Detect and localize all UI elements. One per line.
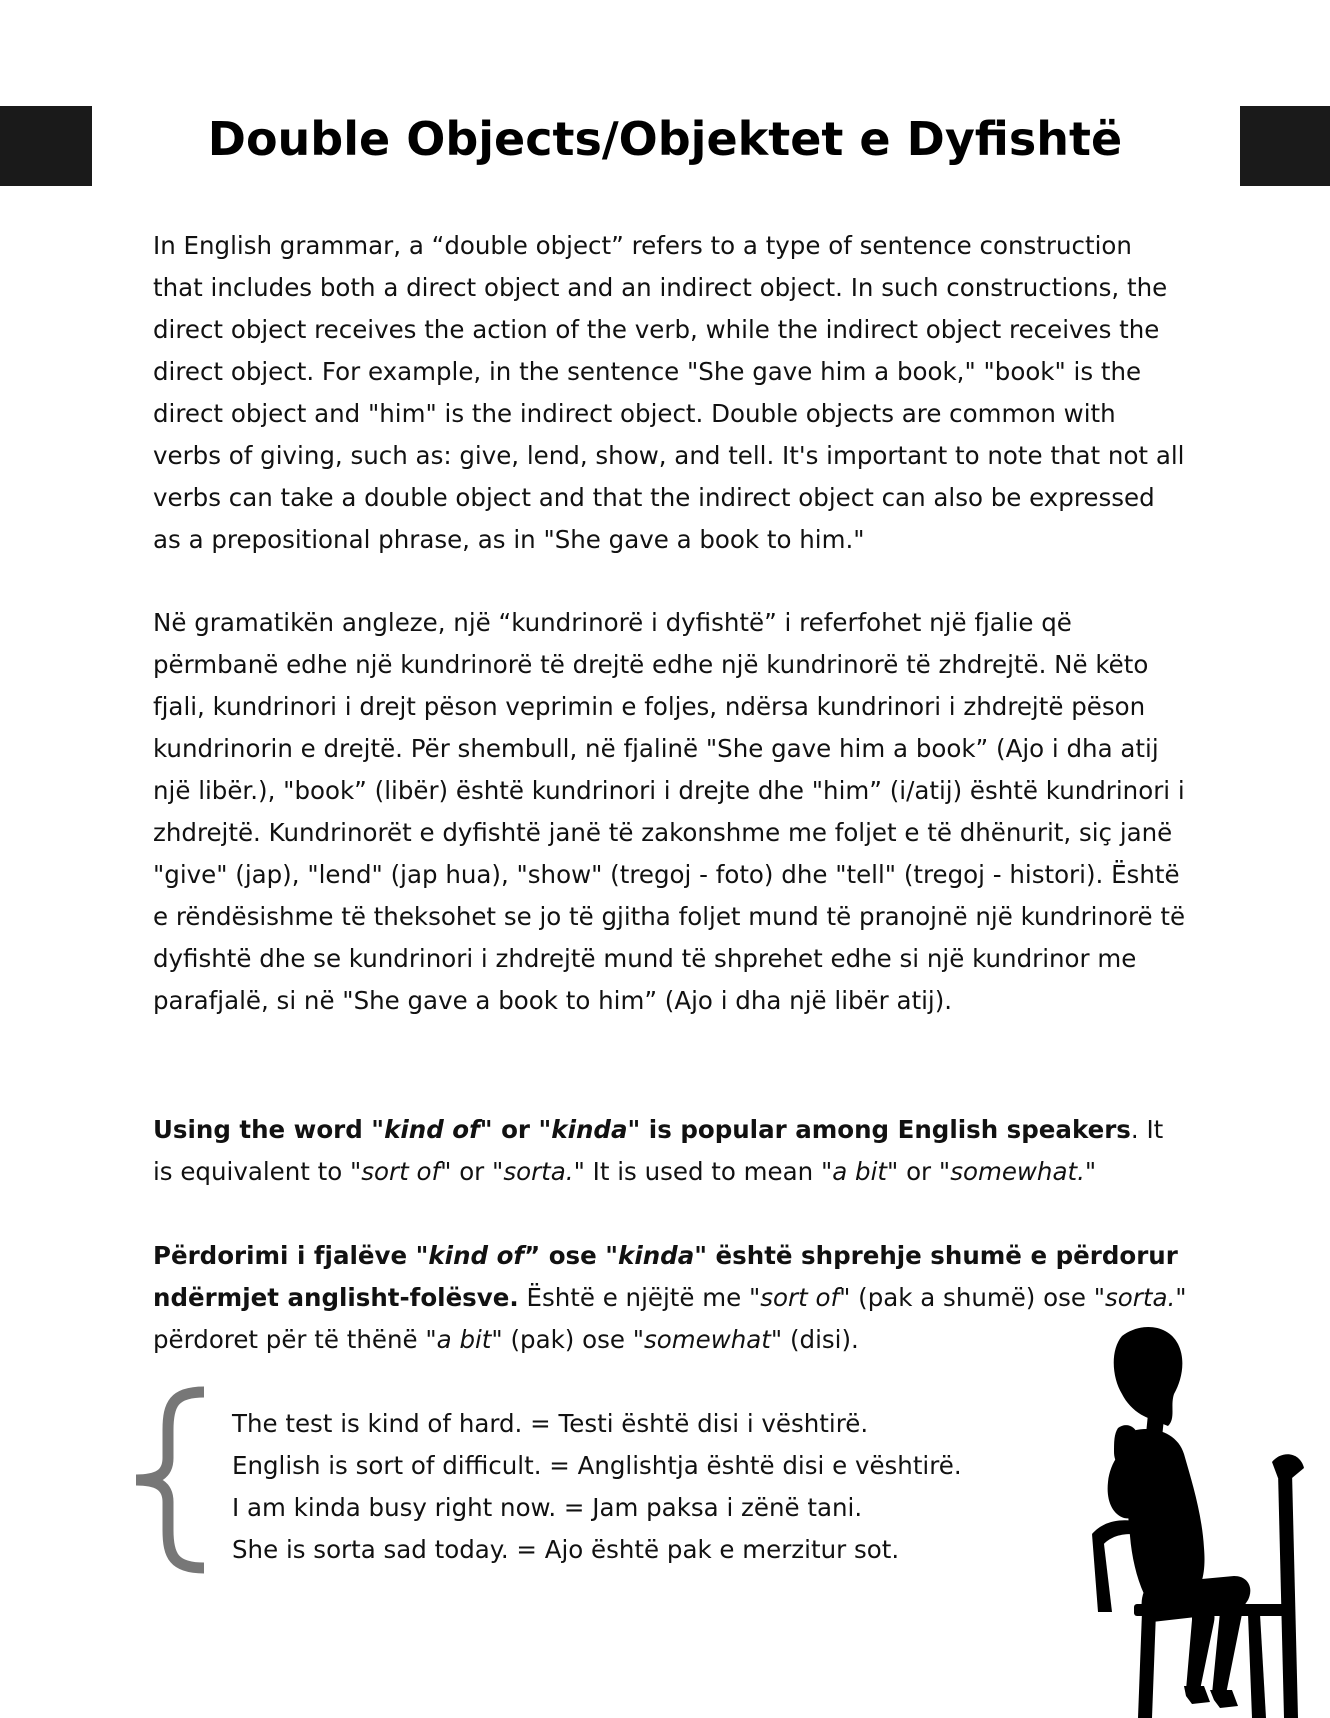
kinda-en-text-5: " — [1084, 1157, 1097, 1186]
kinda-sq-italic-1: sort of — [760, 1283, 840, 1312]
kinda-sq-bold-italic-2: kinda — [618, 1241, 695, 1270]
curly-brace-icon — [122, 1380, 212, 1580]
kinda-sq-bold-3: " është shprehje shumë e përdorur ndërmjet anglisht-folësve. — [153, 1241, 1178, 1312]
kinda-en-italic-3: a bit — [832, 1157, 888, 1186]
kinda-sq-italic-3: a bit — [436, 1325, 492, 1354]
kinda-en-italic-1: sort of — [361, 1157, 441, 1186]
kinda-sq-bold-2: ” ose " — [524, 1241, 619, 1270]
sad-woman-silhouette-icon — [1052, 1322, 1330, 1718]
kinda-en-bold-3: " is popular among English speakers — [627, 1115, 1131, 1144]
kinda-en-text-2: " or " — [440, 1157, 504, 1186]
kinda-en-text-4: " or " — [887, 1157, 951, 1186]
kinda-sq-italic-4: somewhat — [644, 1325, 771, 1354]
example-line: The test is kind of hard. = Testi është disi i vështirë. — [232, 1409, 869, 1438]
example-line: She is sorta sad today. = Ajo është pak e merzitur sot. — [232, 1535, 900, 1564]
kinda-en-text-1: . It is equivalent to " — [153, 1115, 1164, 1186]
paragraph-albanian-definition: Në gramatikën angleze, një “kundrinorë i dyfishtë” i referfohet një fjalie që përmbanë edhe një kundrinorë të drejtë edhe një kundrinorë të zhdrejtë. Në këto fjali, kundrinori i drejt pëson veprimin e foljes, ndërsa kundrinori i zhdrejtë pëson kundrinorin e drejtë. Për shembull, në fjalinë "She gave him a book” (Ajo i dha atij një libër.), "book” (libër) është kundrinori i drejte dhe "him” (i/atij) është kundrinori i zhdrejtë. Kundrinorët e dyfishtë janë të zakonshme me foljet e të dhënurit, siç janë "give" (jap), "lend" (jap hua), "show" (tregoj - foto) dhe "tell" (tregoj - histori). Është e rëndësishme të theksohet se jo të gjitha foljet mund të pranojnë një kundrinorë të dyfishtë dhe se kundrinori i zhdrejtë mund të shprehet edhe si një kundrinor me parafjalë, si në "She gave a book to him” (Ajo i dha një libër atij). — [153, 608, 1186, 1015]
kinda-en-bold-italic-2: kinda — [551, 1115, 628, 1144]
kinda-sq-bold-1: Përdorimi i fjalëve " — [153, 1241, 429, 1270]
paragraph-kinda-albanian — [153, 1235, 1188, 1361]
kinda-sq-text-4: " (pak) ose " — [491, 1325, 645, 1354]
kinda-sq-text-5: " (disi). — [770, 1325, 859, 1354]
example-line: I am kinda busy right now. = Jam paksa i zënë tani. — [232, 1493, 863, 1522]
kinda-en-italic-2: sorta. — [503, 1157, 574, 1186]
kinda-sq-text-2: " (pak a shumë) ose " — [839, 1283, 1106, 1312]
kinda-sq-italic-2: sorta. — [1105, 1283, 1176, 1312]
kinda-en-bold-1: Using the word " — [153, 1115, 385, 1144]
kinda-sq-text-3: " përdoret për të thënë " — [153, 1283, 1187, 1354]
page-title: Double Objects/Objektet e Dyfishtë — [207, 112, 1123, 166]
kinda-en-italic-4: somewhat. — [950, 1157, 1085, 1186]
kinda-sq-bold-italic-1: kind of — [428, 1241, 525, 1270]
kinda-en-bold-italic-1: kind of — [384, 1115, 480, 1144]
examples-list — [232, 1403, 1032, 1571]
example-line: English is sort of difficult. = Anglishtja është disi e vështirë. — [232, 1451, 962, 1480]
kinda-en-bold-2: " or " — [479, 1115, 552, 1144]
kinda-en-text-3: " It is used to mean " — [573, 1157, 833, 1186]
kinda-sq-text-1: Është e njëjtë me " — [518, 1283, 761, 1312]
paragraph-english-definition: In English grammar, a “double object” refers to a type of sentence construction that includes both a direct object and an indirect object. In such constructions, the direct object receives the action of the verb, while the indirect object receives the direct object. For example, in the sentence "She gave him a book," "book" is the direct object and "him" is the indirect object. Double objects are common with verbs of giving, such as: give, lend, show, and tell. It's important to note that not all verbs can take a double object and that the indirect object can also be expressed as a prepositional phrase, as in "She gave a book to him." — [153, 231, 1185, 554]
paragraph-kinda-english — [153, 1109, 1188, 1193]
